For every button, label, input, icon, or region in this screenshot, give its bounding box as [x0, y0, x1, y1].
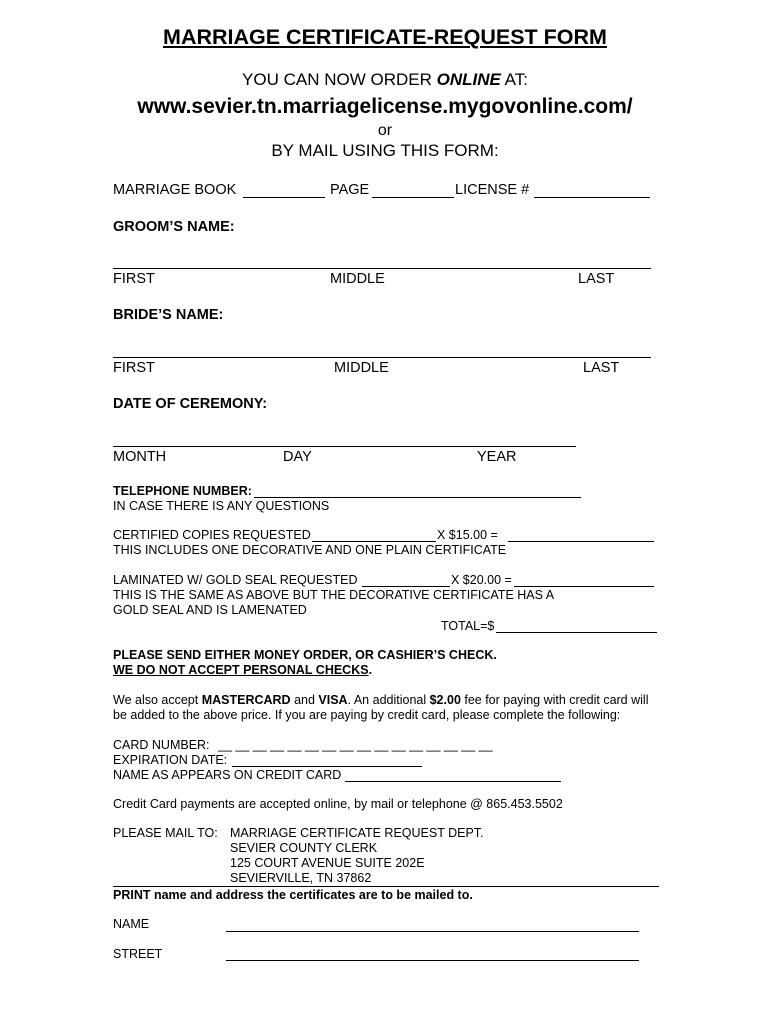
page-label: PAGE [330, 182, 370, 198]
expiration-field[interactable] [232, 766, 422, 767]
card-number-label: CARD NUMBER: [113, 738, 210, 752]
mastercard-text: MASTERCARD [201, 693, 291, 707]
groom-middle-label: MIDDLE [330, 271, 385, 287]
certified-copies-field[interactable] [312, 541, 436, 542]
name-field[interactable] [226, 931, 639, 932]
accept-and: and [290, 693, 319, 707]
certified-note: THIS INCLUDES ONE DECORATIVE AND ONE PLAIN CERTIFICATE [113, 543, 507, 557]
online-url[interactable]: www.sevier.tn.marriagelicense.mygovonline.com/ [137, 95, 633, 118]
mail-address-line-1: MARRIAGE CERTIFICATE REQUEST DEPT. [230, 826, 484, 840]
order-suffix: AT: [500, 70, 528, 89]
telephone-field[interactable] [254, 497, 581, 498]
laminated-note-2: GOLD SEAL AND IS LAMENATED [113, 603, 307, 617]
mail-address-line-3: 125 COURT AVENUE SUITE 202E [230, 856, 425, 870]
certified-amount-field[interactable] [508, 541, 654, 542]
certified-copies-label: CERTIFIED COPIES REQUESTED [113, 528, 311, 542]
laminated-note-1: THIS IS THE SAME AS ABOVE BUT THE DECORATIVE CERTIFICATE HAS A [113, 588, 555, 602]
order-online-line [0, 70, 770, 90]
bride-name-field[interactable] [113, 357, 651, 358]
groom-heading: GROOM’S NAME: [113, 219, 235, 235]
expiration-label: EXPIRATION DATE: [113, 753, 228, 767]
print-heading-rest: name and address the certificates are to be mailed to. [150, 888, 473, 902]
bride-heading: BRIDE’S NAME: [113, 307, 224, 323]
card-name-label: NAME AS APPEARS ON CREDIT CARD [113, 768, 342, 782]
street-field[interactable] [226, 960, 639, 961]
telephone-note: IN CASE THERE IS ANY QUESTIONS [113, 499, 330, 513]
page-field[interactable] [372, 197, 454, 198]
total-field[interactable] [496, 632, 657, 633]
ceremony-year-label: YEAR [477, 449, 517, 465]
ceremony-heading: DATE OF CEREMONY: [113, 396, 268, 412]
send-money-order-line: PLEASE SEND EITHER MONEY ORDER, OR CASHIER’S CHECK. [113, 648, 497, 662]
ceremony-day-label: DAY [283, 449, 312, 465]
mail-to-label: PLEASE MAIL TO: [113, 826, 218, 840]
bride-middle-label: MIDDLE [334, 360, 389, 376]
no-checks-text: WE DO NOT ACCEPT PERSONAL CHECKS [113, 663, 369, 677]
card-number-field[interactable]: __ __ __ __ __ __ __ __ __ __ __ __ __ __ __ __ [218, 738, 493, 752]
laminated-label: LAMINATED W/ GOLD SEAL REQUESTED [113, 573, 358, 587]
mail-address-line-4: SEVIERVILLE, TN 37862 [230, 871, 372, 885]
groom-name-field[interactable] [113, 268, 651, 269]
accept-mid: . An additional [347, 693, 430, 707]
fee-amount: $2.00 [429, 693, 461, 707]
credit-accept-line-2: be added to the above price. If you are paying by credit card, please complete the following: [113, 708, 621, 722]
groom-last-label: LAST [578, 271, 615, 287]
order-prefix: YOU CAN NOW ORDER [242, 70, 437, 89]
marriage-book-label: MARRIAGE BOOK [113, 182, 237, 198]
credit-accept-line-1 [113, 693, 648, 708]
name-label: NAME [113, 917, 150, 931]
total-label: TOTAL=$ [441, 619, 495, 633]
license-label: LICENSE # [455, 182, 530, 198]
order-online-emphasis: ONLINE [436, 70, 501, 89]
bride-last-label: LAST [583, 360, 620, 376]
accept-suffix: fee for paying with credit card will [460, 693, 649, 707]
no-personal-checks [113, 663, 372, 678]
telephone-label: TELEPHONE NUMBER: [113, 484, 252, 498]
by-mail-text: BY MAIL USING THIS FORM: [271, 141, 499, 160]
laminated-price: X $20.00 = [451, 573, 512, 587]
or-text: or [377, 122, 393, 139]
visa-text: VISA [318, 693, 348, 707]
certified-price: X $15.00 = [437, 528, 498, 542]
card-name-field[interactable] [345, 781, 561, 782]
laminated-amount-field[interactable] [514, 586, 654, 587]
mail-address-line-2: SEVIER COUNTY CLERK [230, 841, 378, 855]
bride-first-label: FIRST [113, 360, 155, 376]
print-word: PRINT [113, 888, 151, 902]
accept-prefix: We also accept [113, 693, 202, 707]
no-checks-period: . [368, 663, 373, 677]
marriage-book-field[interactable] [243, 197, 325, 198]
street-label: STREET [113, 947, 163, 961]
ceremony-date-field[interactable] [113, 446, 576, 447]
credit-card-note: Credit Card payments are accepted online, by mail or telephone @ 865.453.5502 [113, 797, 563, 811]
laminated-field[interactable] [362, 586, 450, 587]
ceremony-month-label: MONTH [113, 449, 167, 465]
print-heading [113, 888, 473, 903]
section-divider [113, 886, 659, 887]
groom-first-label: FIRST [113, 271, 155, 287]
license-field[interactable] [534, 197, 650, 198]
page-title: MARRIAGE CERTIFICATE-REQUEST FORM [163, 25, 607, 49]
